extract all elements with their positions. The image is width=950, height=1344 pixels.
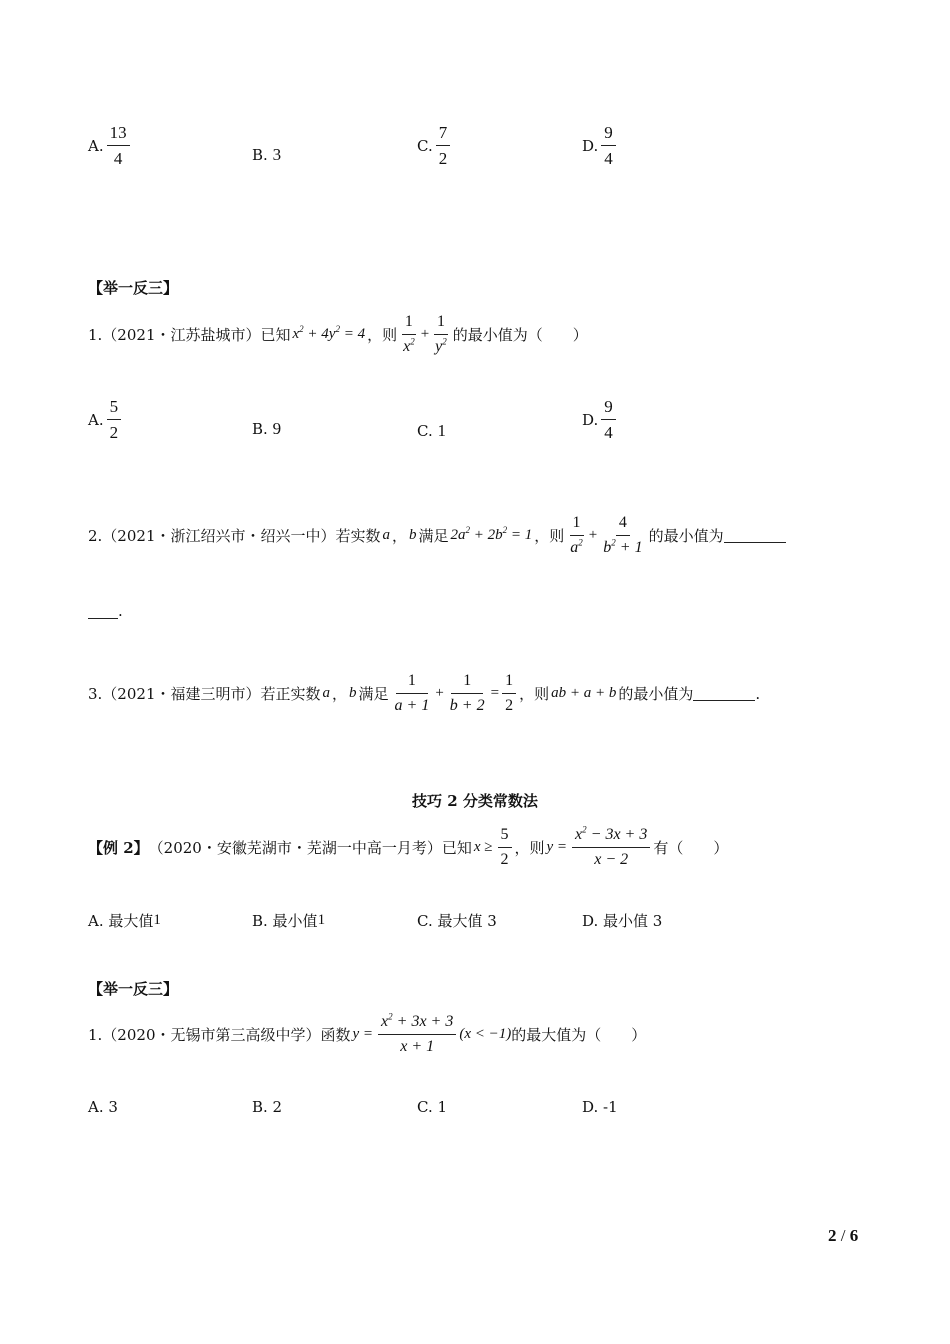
option-c <box>417 421 446 441</box>
total-pages: 6 <box>849 1226 859 1245</box>
question-text: 1.（2020・无锡市第三高级中学）函数 <box>88 1026 351 1044</box>
denominator: 2 <box>109 423 119 443</box>
option-a-text: A. 最大值 <box>88 912 154 930</box>
option-b-text: B. 最小值 <box>252 912 318 930</box>
question-text-then: ，则 <box>534 527 565 545</box>
question-text-suffix: 的最小值为（ ） <box>452 326 588 344</box>
question-text-mid: ，则 <box>367 326 398 344</box>
practice2-question-1: 1.（2020・无锡市第三高级中学）函数 y = $\frac{x^2 + 3x + 3}{x + 1}$ (x < −1) 的最大值为（ ） <box>88 1011 647 1055</box>
page-separator: / <box>840 1226 846 1245</box>
period: . <box>118 602 123 620</box>
domain-condition: (x < −1) <box>459 1026 512 1042</box>
option-c: C. 最大值 3 <box>417 912 497 930</box>
fraction: $\frac{5}{2}$ <box>498 825 512 870</box>
option-d-label: D. <box>582 410 599 429</box>
option-a <box>88 396 124 444</box>
separator: ， <box>392 527 408 545</box>
question-text: 2.（2021・浙江绍兴市・绍兴一中）若实数 <box>88 527 381 545</box>
question-text-mid: 满足 <box>358 685 389 703</box>
option-b: B. 2 <box>252 1098 283 1116</box>
option-d-label: D. <box>582 136 599 155</box>
practice-heading: 【举一反三】 <box>88 980 179 998</box>
numerator: 5 <box>107 396 122 420</box>
fraction: $\frac{1}{b + 2}$ <box>449 672 485 714</box>
example-label: 【例 2】 <box>88 839 149 857</box>
practice-question-1: 1.（2021・江苏盐城市）已知 $x^2 + 4y^2 = 4$ ，则 $\frac{1}{x^2}$ + $\frac{1}{y^2}$ 的最小值为（ ） <box>88 313 588 355</box>
question-text-mid: 满足 <box>418 527 449 545</box>
option-a <box>88 910 161 931</box>
fraction <box>601 122 616 170</box>
answer-blank[interactable] <box>88 604 118 619</box>
condition-expression: $2a^2 + 2b^2 = 1$ <box>450 525 533 543</box>
question-text-suffix: 的最小值为 <box>618 685 694 703</box>
question-text-then: ，则 <box>519 685 550 703</box>
fraction: $\frac{1}{a^2}$ <box>570 514 583 556</box>
option-b-value: 3 <box>272 145 282 164</box>
fraction: $\frac{1}{a + 1}$ <box>394 672 430 714</box>
numerator: 13 <box>107 122 130 146</box>
example-2: 【例 2】 （2020・安徽芜湖市・芜湖一中高一月考）已知 x ≥ $\frac{5}{2}$ ，则 y = $\frac{x^2 - 3x + 3}{x - 2}$ 有（ ） <box>88 824 729 868</box>
option-d <box>582 122 619 170</box>
fraction: $\frac{1}{2}$ <box>502 671 516 716</box>
question-text: 1.（2021・江苏盐城市）已知 <box>88 326 291 344</box>
fraction: $\frac{1}{y^2}$ <box>435 313 447 355</box>
fraction: $\frac{1}{x^2}$ <box>403 313 415 355</box>
option-d: D. 最小值 3 <box>582 912 663 930</box>
fraction <box>107 396 122 444</box>
page-number <box>828 1226 858 1246</box>
fraction: $\frac{x^2 + 3x + 3}{x + 1}$ <box>378 1012 456 1057</box>
option-c: C. 1 <box>417 1098 448 1116</box>
option-a-label: A. <box>88 136 104 155</box>
option-b <box>252 419 281 439</box>
option-b-value: 1 <box>317 912 326 928</box>
option-c <box>417 122 453 170</box>
answer-blank-continued <box>88 602 123 620</box>
option-a-label: A. <box>88 410 104 429</box>
fraction <box>601 396 616 444</box>
question-text: 3.（2021・福建三明市）若正实数 <box>88 685 321 703</box>
option-a <box>88 122 133 170</box>
answer-blank[interactable] <box>724 528 786 543</box>
question-text-suffix: 的最小值为 <box>648 527 724 545</box>
numerator: 7 <box>436 122 451 146</box>
practice-question-2: 2.（2021・浙江绍兴市・绍兴一中）若实数 a ， b 满足 $2a^2 + 2b^2 = 1$ ，则 $\frac{1}{a^2}$ + $\frac{4}{b^2 + 1}$ 的最小值为 <box>88 513 786 558</box>
fraction: $\frac{4}{b^2 + 1}$ <box>603 514 643 556</box>
example-text-then: ，则 <box>514 839 545 857</box>
period: . <box>755 684 761 703</box>
option-b-label: B. <box>252 420 268 438</box>
numerator: 9 <box>601 122 616 146</box>
fraction <box>436 122 451 170</box>
denominator: 2 <box>438 149 448 169</box>
example-text: （2020・安徽芜湖市・芜湖一中高一月考）已知 <box>148 839 472 857</box>
condition-expression: $x^2 + 4y^2 = 4$ <box>292 324 366 342</box>
target-expression: ab + a + b <box>551 685 617 701</box>
option-a-value: 1 <box>153 912 161 928</box>
question-text-suffix: 的最大值为（ ） <box>511 1026 647 1044</box>
option-c-label: C. <box>417 136 433 155</box>
numerator: 9 <box>601 396 616 420</box>
denominator: 4 <box>604 149 613 169</box>
option-b <box>252 145 281 165</box>
option-b-label: B. <box>252 146 268 164</box>
denominator: 4 <box>113 149 123 169</box>
fraction: $\frac{x^2 - 3x + 3}{x - 2}$ <box>572 825 650 870</box>
answer-blank[interactable] <box>693 686 755 701</box>
example-text-suffix: 有（ ） <box>653 839 729 857</box>
option-d <box>582 396 619 444</box>
separator: ， <box>332 685 348 703</box>
option-a: A. 3 <box>88 1098 118 1116</box>
option-b-value: 9 <box>272 419 282 438</box>
section-title: 技巧 2 分类常数法 <box>412 792 538 810</box>
practice-question-3: 3.（2021・福建三明市）若正实数 a ， b 满足 $\frac{1}{a + 1}$ + $\frac{1}{b + 2}$ = $\frac{1}{2}$ ，则 ab + a + b 的最小值为 . <box>88 672 761 714</box>
option-d: D. -1 <box>582 1098 618 1116</box>
fraction <box>107 122 130 170</box>
practice-heading: 【举一反三】 <box>88 279 179 297</box>
option-b <box>252 910 325 931</box>
denominator: 4 <box>604 423 613 443</box>
current-page: 2 <box>828 1226 837 1245</box>
option-c-label: C. <box>417 422 433 440</box>
option-c-value: 1 <box>437 421 446 440</box>
